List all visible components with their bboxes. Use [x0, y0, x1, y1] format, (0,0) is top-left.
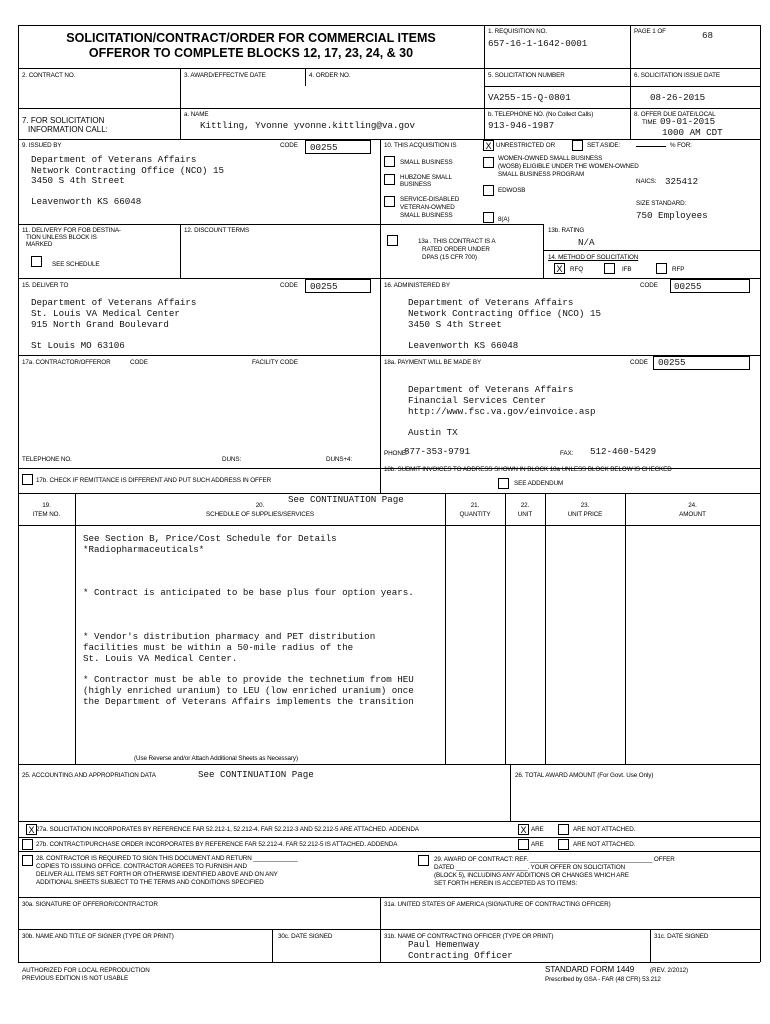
rated-order-checkbox[interactable] [387, 235, 398, 246]
naics-field[interactable]: 325412 [665, 176, 699, 187]
wosb-checkbox[interactable] [483, 157, 494, 168]
offer-due-label: 8. OFFER DUE DATE/LOCAL [634, 111, 716, 118]
naics-label: NAICS: [636, 178, 657, 185]
payment-code-value: 00255 [658, 357, 686, 368]
contractor-telephone-label: TELEPHONE NO. [22, 456, 72, 463]
addenda-are-not-27a-checkbox[interactable] [558, 824, 569, 835]
sdvosb-label: VETERAN-OWNED [400, 204, 455, 211]
duns4-label: DUNS+4: [326, 456, 353, 463]
col-quantity-num: 21. [470, 502, 480, 509]
unrestricted-label: UNRESTRICTED OR [496, 142, 556, 149]
pct-for-label: % FOR: [670, 142, 692, 149]
requisition-field[interactable]: 657-16-1-1642-0001 [488, 38, 588, 49]
deliver-to-label: 15. DELIVER TO [22, 282, 69, 289]
small-business-label: SMALL BUSINESS [400, 159, 453, 166]
solicitation-number-label: 5. SOLICITATION NUMBER [488, 72, 565, 79]
footer-authorized: AUTHORIZED FOR LOCAL REPRODUCTION [22, 967, 150, 974]
ifb-checkbox[interactable] [604, 263, 615, 274]
col-unit-price-num: 23. [580, 502, 590, 509]
col-schedule-value: See CONTINUATION Page [288, 494, 404, 505]
form-title-line2: OFFEROR TO COMPLETE BLOCKS 12, 17, 23, 24, & 30 [88, 46, 414, 60]
award-text: (BLOCK 5), INCLUDING ANY ADDITIONS OR CHANGES WHICH ARE [434, 872, 629, 879]
total-award-label: 26. TOTAL AWARD AMOUNT (For Govt. Use Only) [515, 772, 654, 779]
officer-date-label: 31c. DATE SIGNED [654, 933, 709, 940]
schedule-line: * Contractor must be able to provide the technetium from HEU [83, 674, 414, 685]
deliver-to-address-line: St Louis MO 63106 [31, 340, 125, 351]
deliver-to-code-label: CODE [280, 282, 298, 289]
telephone-field[interactable]: 913-946-1987 [488, 120, 555, 131]
info-call-label-2: INFORMATION CALL: [28, 125, 108, 134]
award-text: SET FORTH HEREIN IS ACCEPTED AS TO ITEMS: [434, 880, 578, 887]
ifb-label: IFB [622, 266, 632, 273]
payment-address-line: http://www.fsc.va.gov/einvoice.asp [408, 406, 596, 417]
addenda-are-not-27a-label: ARE NOT ATTACHED. [573, 826, 636, 833]
col-unit-label: UNIT [517, 511, 533, 518]
footer-revision: (REV. 2/2012) [650, 967, 689, 974]
far-27b-label: 27b. CONTRACT/PURCHASE ORDER INCORPORATES BY REFERENCE FAR 52.212-4. FAR 52.212-5 IS ATTACHED. ADDENDA [36, 841, 398, 848]
set-aside-checkbox[interactable] [572, 140, 583, 151]
submit-invoices-label: 18b. SUBMIT INVOICES TO ADDRESS SHOWN IN BLOCK 18a UNLESS BLOCK BELOW IS CHECKED [384, 466, 672, 473]
set-aside-label: SET ASIDE: [587, 142, 621, 149]
phone-field[interactable]: 877-353-9791 [404, 446, 471, 457]
fax-label: FAX: [560, 450, 574, 457]
contractor-label: 17a. CONTRACTOR/OFFEROR [22, 359, 111, 366]
see-addendum-checkbox[interactable] [498, 478, 509, 489]
addenda-are-not-27b-checkbox[interactable] [558, 839, 569, 850]
contractor-sign-checkbox[interactable] [22, 855, 33, 866]
footer-form-name: STANDARD FORM 1449 [545, 965, 635, 974]
hubzone-label: BUSINESS [400, 181, 432, 188]
duns-label: DUNS: [222, 456, 242, 463]
offer-due-time-field[interactable]: 1000 AM CDT [662, 127, 723, 138]
page-label: PAGE 1 OF [634, 28, 666, 35]
form-title-line1: SOLICITATION/CONTRACT/ORDER FOR COMMERCIAL ITEMS [66, 31, 436, 45]
payment-address-line: Financial Services Center [408, 395, 546, 406]
size-standard-field[interactable]: 750 Employees [636, 210, 708, 221]
issued-by-address-line: Department of Veterans Affairs [31, 154, 197, 165]
issued-by-address-line: Leavenworth KS 66048 [31, 196, 142, 207]
payment-label: 18a. PAYMENT WILL BE MADE BY [384, 359, 482, 366]
schedule-line: * Contract is anticipated to be base plus four option years. [83, 587, 414, 598]
rating-field[interactable]: N/A [578, 237, 595, 248]
deliver-to-address-line: 915 North Grand Boulevard [31, 319, 169, 330]
issue-date-field[interactable]: 08-26-2015 [650, 92, 706, 103]
col-schedule-num: 20. [255, 502, 265, 509]
facility-code-label: FACILITY CODE [252, 359, 298, 366]
payment-code-label: CODE [630, 359, 648, 366]
schedule-line: the Department of Veterans Affairs implements the transition [83, 696, 414, 707]
see-schedule-checkbox[interactable] [31, 256, 42, 267]
deliver-to-code-value: 00255 [310, 281, 338, 292]
administered-code-label: CODE [640, 282, 658, 289]
see-schedule-label: SEE SCHEDULE [52, 261, 100, 268]
administered-code-value: 00255 [674, 281, 702, 292]
far-27b-checkbox[interactable] [22, 839, 33, 850]
sdvosb-checkbox[interactable] [384, 196, 395, 207]
schedule-line: facilities must be within a 50-mile radius of the [83, 642, 354, 653]
rfq-checkbox[interactable]: X [554, 263, 565, 274]
accounting-value: See CONTINUATION Page [198, 769, 314, 780]
offer-due-time-label: TIME [642, 119, 657, 126]
hubzone-checkbox[interactable] [384, 174, 395, 185]
contractor-sign-text: DELIVER ALL ITEMS SET FORTH OR OTHERWISE IDENTIFIED ABOVE AND ON ANY [36, 871, 278, 878]
wosb-label: SMALL BUSINESS PROGRAM [498, 171, 585, 178]
remittance-checkbox[interactable] [22, 474, 33, 485]
offer-due-date-field[interactable]: 09-01-2015 [660, 116, 716, 127]
col-amount-label: AMOUNT [679, 511, 706, 518]
far-27a-checkbox[interactable]: X [26, 824, 37, 835]
payment-address-line: Austin TX [408, 427, 458, 438]
rfp-checkbox[interactable] [656, 263, 667, 274]
remittance-label: 17b. CHECK IF REMITTANCE IS DIFFERENT AND PUT SUCH ADDRESS IN OFFER [36, 477, 272, 484]
deliver-to-address-line: St. Louis VA Medical Center [31, 308, 180, 319]
delivery-fob-label: MARKED [26, 241, 53, 248]
col-unit-num: 22. [520, 502, 530, 509]
telephone-label: b. TELEPHONE NO. (No Collect Calls) [488, 111, 594, 118]
contractor-sign-text: 28. CONTRACTOR IS REQUIRED TO SIGN THIS DOCUMENT AND RETURN _____________ [36, 855, 298, 862]
requisition-label: 1. REQUISITION NO. [488, 28, 548, 35]
rating-label: 13b. RATING [548, 227, 585, 234]
issued-by-address-line: 3450 S 4th Street [31, 175, 125, 186]
contract-no-label: 2. CONTRACT NO. [22, 72, 76, 79]
eight-a-checkbox[interactable] [483, 212, 494, 223]
col-item-label: ITEM NO. [32, 511, 61, 518]
discount-terms-label: 12. DISCOUNT TERMS [184, 227, 250, 234]
page-total: 68 [702, 30, 714, 41]
col-amount-num: 24. [688, 502, 697, 509]
addenda-are-27b-checkbox[interactable] [518, 839, 529, 850]
fax-field[interactable]: 512-460-5429 [590, 446, 657, 457]
contact-name-field[interactable]: Kittling, Yvonne yvonne.kittling@va.gov [200, 120, 416, 131]
contractor-sign-text: COPIES TO ISSUING OFFICE. CONTRACTOR AGREES TO FURNISH AND [36, 863, 247, 870]
payment-address-line: Department of Veterans Affairs [408, 384, 574, 395]
rated-order-label: 13a . THIS CONTRACT IS A [418, 238, 496, 245]
col-item-num: 19. [42, 502, 51, 509]
rfp-label: RFP [672, 266, 685, 273]
officer-signature-label: 31a. UNITED STATES OF AMERICA (SIGNATURE OF CONTRACTING OFFICER) [384, 901, 611, 908]
col-unit-price-label: UNIT PRICE [567, 511, 603, 518]
issued-by-code-value: 00255 [310, 142, 338, 153]
administered-address-line: Department of Veterans Affairs [408, 297, 574, 308]
see-addendum-label: SEE ADDENDUM [514, 480, 564, 487]
contact-name-label: a. NAME [184, 111, 209, 118]
addenda-are-27b-label: ARE [531, 841, 544, 848]
schedule-line: St. Louis VA Medical Center. [83, 653, 238, 664]
deliver-to-address-line: Department of Veterans Affairs [31, 297, 197, 308]
acquisition-label: 10. THIS ACQUISITION IS [384, 142, 457, 149]
col-quantity-label: QUANTITY [459, 511, 491, 518]
administered-address-line: Leavenworth KS 66048 [408, 340, 519, 351]
phone-label: PHONE: [384, 450, 408, 457]
offeror-date-label: 30c. DATE SIGNED [278, 933, 333, 940]
issued-by-address-line: Network Contracting Office (NCO) 15 [31, 165, 224, 176]
offeror-signature-label: 30a. SIGNATURE OF OFFEROR/CONTRACTOR [22, 901, 158, 908]
administered-address-line: Network Contracting Office (NCO) 15 [408, 308, 601, 319]
award-date-label: 3. AWARD/EFFECTIVE DATE [184, 72, 266, 79]
sdvosb-label: SERVICE-DISABLED [400, 196, 460, 203]
contractor-code-label: CODE [130, 359, 148, 366]
order-no-label: 4. ORDER NO. [309, 72, 351, 79]
officer-name-label: 31b. NAME OF CONTRACTING OFFICER (TYPE OR PRINT) [384, 933, 554, 940]
footer-prescribed: Prescribed by GSA - FAR (48 CFR) 53.212 [545, 976, 661, 983]
award-text: DATED _____________________. YOUR OFFER ON SOLICITATION [434, 864, 626, 871]
col-schedule-label: SCHEDULE OF SUPPLIES/SERVICES [206, 511, 314, 518]
issue-date-label: 6. SOLICITATION ISSUE DATE [634, 72, 720, 79]
method-label: 14. METHOD OF SOLICITATION [548, 254, 639, 261]
far-27a-label: 27a. SOLICITATION INCORPORATES BY REFERENCE FAR 52.212-1, 52.212-4. FAR 52.212-3 AND 52.212-5 ARE ATTACHED. ADDENDA [36, 826, 419, 833]
footer-previous-edition: PREVIOUS EDITION IS NOT USABLE [22, 975, 129, 982]
rated-order-label: RATED ORDER UNDER [422, 246, 490, 253]
wosb-label: WOMEN-OWNED SMALL BUSINESS [498, 155, 603, 162]
schedule-line: *Radiopharmaceuticals* [83, 544, 205, 555]
award-text: 29. AWARD OF CONTRACT: REF. ____________________________________ OFFER [434, 856, 675, 863]
accounting-label: 25. ACCOUNTING AND APPROPRIATION DATA [22, 772, 156, 779]
officer-title-field[interactable]: Contracting Officer [408, 950, 513, 961]
addenda-are-not-27b-label: ARE NOT ATTACHED. [573, 841, 636, 848]
delivery-fob-label: TION UNLESS BLOCK IS [26, 234, 97, 241]
contractor-sign-text: ADDITIONAL SHEETS SUBJECT TO THE TERMS AND CONDITIONS SPECIFIED [36, 879, 264, 886]
unrestricted-checkbox[interactable]: X [483, 140, 494, 151]
reverse-note: (Use Reverse and/or Attach Additional Sheets as Necessary) [134, 755, 298, 762]
size-standard-label: SIZE STANDARD: [636, 200, 687, 207]
issued-by-label: 9. ISSUED BY [22, 142, 62, 149]
addenda-are-27a-checkbox[interactable]: X [518, 824, 529, 835]
issued-by-code-label: CODE [280, 142, 298, 149]
sdvosb-label: SMALL BUSINESS [400, 212, 453, 219]
set-aside-pct-line [636, 146, 666, 147]
administered-by-label: 16. ADMINISTERED BY [384, 282, 450, 289]
solicitation-number-field[interactable]: VA255-15-Q-0801 [488, 92, 571, 103]
schedule-line: * Vendor's distribution pharmacy and PET distribution [83, 631, 376, 642]
small-business-checkbox[interactable] [384, 156, 395, 167]
schedule-line: See Section B, Price/Cost Schedule for Details [83, 533, 337, 544]
edwosb-label: EDWOSB [498, 187, 526, 194]
addenda-are-27a-label: ARE [531, 826, 544, 833]
delivery-fob-label: 11. DELIVERY FOR FOB DESTINA- [22, 227, 121, 234]
rfq-label: RFQ [570, 266, 583, 273]
info-call-label-1: 7. FOR SOLICITATION [22, 116, 105, 125]
rated-order-label: DPAS (15 CFR 700) [422, 254, 477, 261]
administered-address-line: 3450 S 4th Street [408, 319, 502, 330]
signer-name-label: 30b. NAME AND TITLE OF SIGNER (TYPE OR PRINT) [22, 933, 174, 940]
hubzone-label: HUBZONE SMALL [400, 174, 452, 181]
officer-name-field[interactable]: Paul Hemenway [408, 939, 480, 950]
schedule-line: (highly enriched uranium) to LEU (low enriched uranium) once [83, 685, 414, 696]
award-checkbox[interactable] [418, 855, 429, 866]
edwosb-checkbox[interactable] [483, 185, 494, 196]
eight-a-label: 8(A) [498, 216, 510, 223]
wosb-label: (WOSB) ELIGIBLE UNDER THE WOMEN-OWNED [498, 163, 639, 170]
